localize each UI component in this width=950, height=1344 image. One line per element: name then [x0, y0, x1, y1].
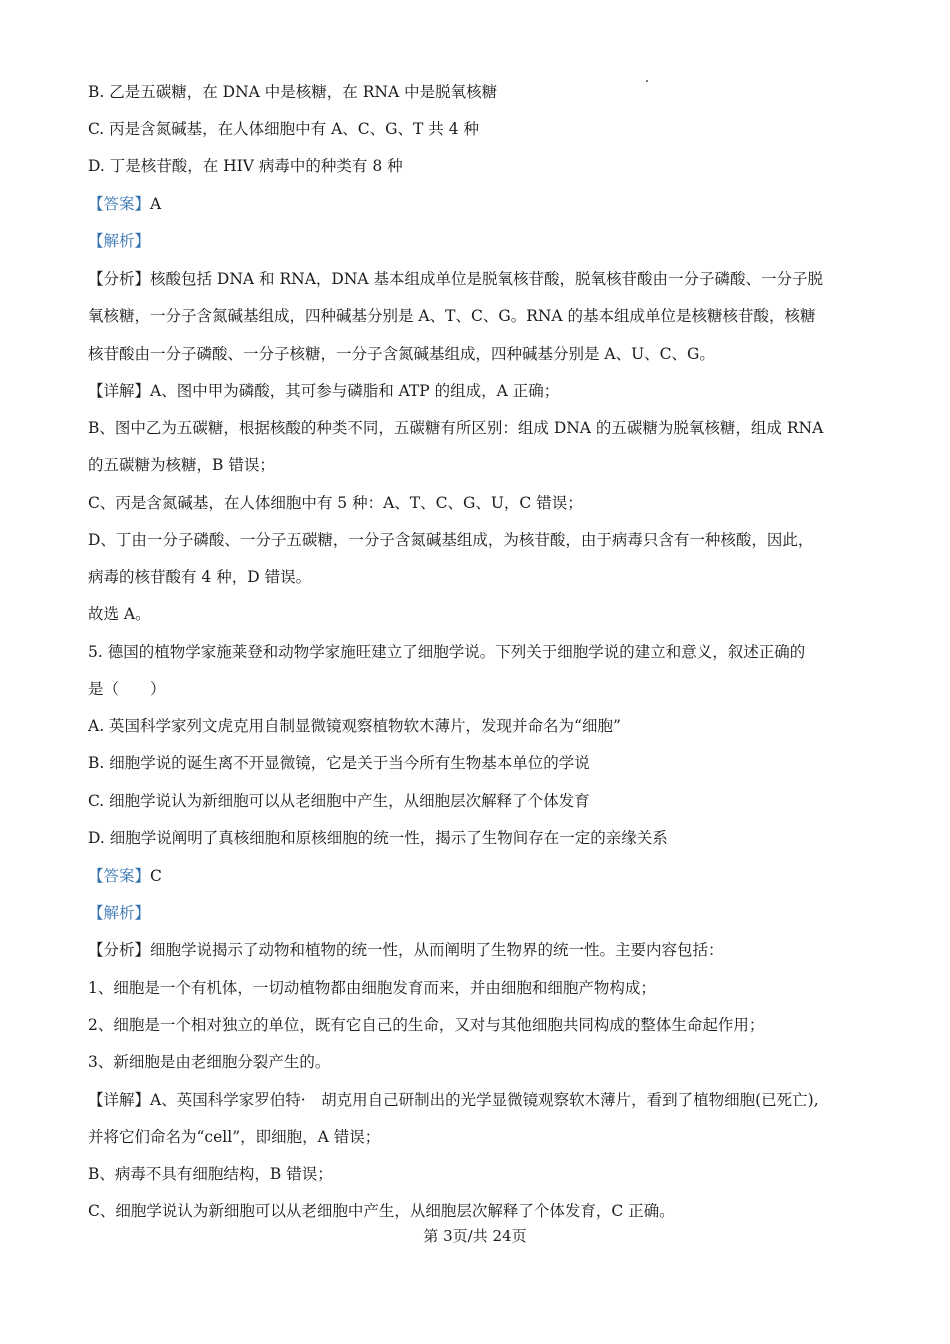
text-line: 核苷酸由一分子磷酸、一分子核糖，一分子含氮碱基组成，四种碱基分别是 A、U、C、G。: [88, 345, 715, 363]
option-b: B. 细胞学说的诞生离不开显微镜，它是关于当今所有生物基本单位的学说: [88, 754, 590, 772]
page-number: 第 3页/共 24页: [423, 1227, 527, 1245]
text-line: 的五碳糖为核糖，B 错误；: [88, 456, 275, 474]
text-line: 并将它们命名为“cell”，即细胞，A 错误；: [88, 1128, 381, 1146]
option-d: D. 细胞学说阐明了真核细胞和原核细胞的统一性，揭示了生物间存在一定的亲缘关系: [88, 829, 668, 847]
text-line: B、病毒不具有细胞结构，B 错误；: [88, 1165, 333, 1183]
answer-line: [88, 194, 868, 214]
answer-line: [88, 866, 868, 886]
text-line: 3、新细胞是由老细胞分裂产生的。: [88, 1053, 331, 1071]
text-line: 【详解】A、英国科学家罗伯特· 胡克用自己研制出的光学显微镜观察软木薄片，看到了植物细胞(已死亡),: [88, 1091, 819, 1109]
question-stem: 是（ ）: [88, 680, 166, 698]
text-line: 1、细胞是一个有机体，一切动植物都由细胞发育而来，并由细胞和细胞产物构成；: [88, 979, 656, 997]
text-line: 氧核糖，一分子含氮碱基组成，四种碱基分别是 A、T、C、G。RNA 的基本组成单位是核糖核苷酸，核糖: [88, 307, 816, 325]
text-line: D. 丁是核苷酸，在 HIV 病毒中的种类有 8 种: [88, 157, 403, 175]
analysis-tag: 【解析】: [88, 232, 151, 250]
text-line: C、细胞学说认为新细胞可以从老细胞中产生，从细胞层次解释了个体发育，C 正确。: [88, 1202, 675, 1220]
text-line: 【分析】核酸包括 DNA 和 RNA，DNA 基本组成单位是脱氧核苷酸，脱氧核苷酸由一分子磷酸、一分子脱: [88, 270, 824, 288]
text-line: C、丙是含氮碱基，在人体细胞中有 5 种：A、T、C、G、U，C 错误；: [88, 494, 583, 512]
answer-tag: 【答案】: [88, 195, 151, 213]
question-stem: 5. 德国的植物学家施莱登和动物学家施旺建立了细胞学说。下列关于细胞学说的建立和意义，叙述正确的: [88, 643, 806, 661]
text-line: 故选 A。: [88, 605, 151, 623]
option-c: C. 细胞学说认为新细胞可以从老细胞中产生，从细胞层次解释了个体发育: [88, 792, 590, 810]
analysis-tag: 【解析】: [88, 904, 151, 922]
text-line: 病毒的核苷酸有 4 种，D 错误。: [88, 568, 312, 586]
text-line: 2、细胞是一个相对独立的单位，既有它自己的生命，又对与其他细胞共同构成的整体生命起作用；: [88, 1016, 765, 1034]
answer-tag: 【答案】: [88, 867, 151, 885]
text-line: B、图中乙为五碳糖，根据核酸的种类不同，五碳糖有所区别：组成 DNA 的五碳糖为脱氧核糖，组成 RNA: [88, 419, 824, 437]
option-a: A. 英国科学家列文虎克用自制显微镜观察植物软木薄片，发现并命名为“细胞”: [88, 717, 621, 735]
answer-value: C: [150, 867, 162, 885]
text-line: B. 乙是五碳糖，在 DNA 中是核糖，在 RNA 中是脱氧核糖: [88, 83, 498, 101]
text-line: C. 丙是含氮碱基，在人体细胞中有 A、C、G、T 共 4 种: [88, 120, 480, 138]
answer-value: A: [150, 195, 162, 213]
text-line: 【详解】A、图中甲为磷酸，其可参与磷脂和 ATP 的组成，A 正确；: [88, 382, 560, 400]
text-line: D、丁由一分子磷酸、一分子五碳糖，一分子含氮碱基组成，为核苷酸，由于病毒只含有一种核酸，因此，: [88, 531, 814, 549]
text-line: 【分析】细胞学说揭示了动物和植物的统一性，从而阐明了生物界的统一性。主要内容包括：: [88, 941, 724, 959]
